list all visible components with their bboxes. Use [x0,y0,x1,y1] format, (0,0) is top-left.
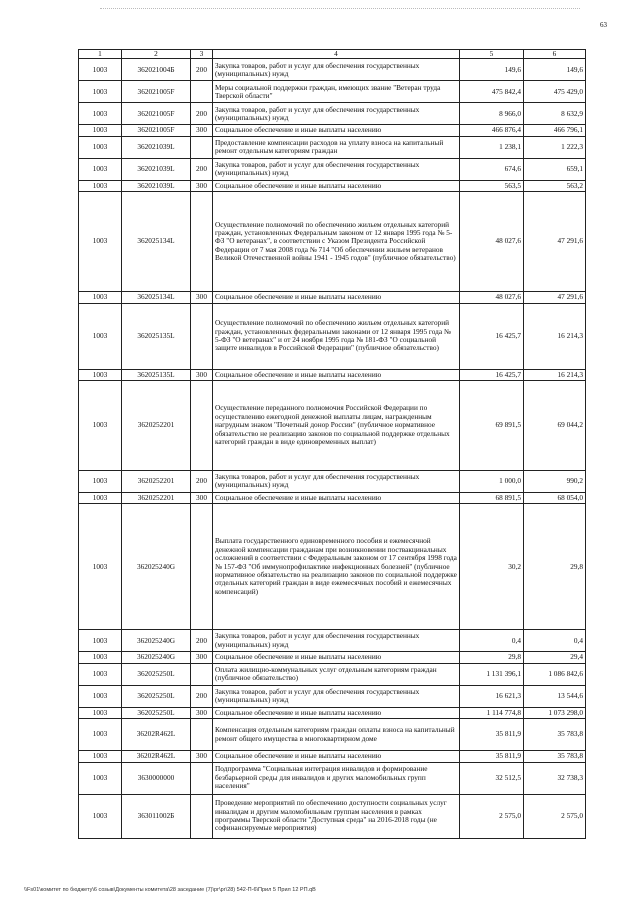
row-section-cell: 1003 [79,292,122,303]
row-type-cell: 300 [191,707,213,718]
row-description-cell: Оплата жилищно-коммунальных услуг отдельным категориям граждан (публичное обязательство) [213,663,460,685]
row-plan-value-cell: 1 114 774,8 [460,707,524,718]
row-code-cell: 362021039L [122,158,191,180]
row-section-cell: 1003 [79,81,122,103]
row-type-cell [191,136,213,158]
row-actual-value-cell: 16 214,3 [524,369,586,380]
row-plan-value-cell: 0,4 [460,630,524,652]
row-section-cell: 1003 [79,59,122,81]
row-section-cell: 1003 [79,504,122,630]
row-plan-value-cell: 48 027,6 [460,192,524,292]
table-row [79,794,586,838]
table-row [79,762,586,794]
row-plan-value-cell: 32 512,5 [460,762,524,794]
row-description-cell: Социальное обеспечение и иные выплаты населению [213,707,460,718]
row-actual-value-cell: 149,6 [524,59,586,81]
row-code-cell: 362025240G [122,630,191,652]
row-description-cell: Социальное обеспечение и иные выплаты населению [213,369,460,380]
top-dotted-line [100,8,580,9]
budget-table [78,49,586,839]
row-type-cell [191,719,213,751]
row-description-cell: Социальное обеспечение и иные выплаты населению [213,180,460,191]
row-description-cell: Осуществление полномочий по обеспечению жильем отдельных категорий граждан, установленных Федеральным законом от 12 января 1995 года № 5-ФЗ "О ветеранах", в соответствии с Указом Президента Российской Федерации от 7 мая 2008 года № 714 "Об обеспечении жильем ветеранов Великой Отечественной войны 1941 - 1945 годов" (публичное обязательство) [213,192,460,292]
row-plan-value-cell: 1 000,0 [460,470,524,492]
table-row [79,180,586,191]
row-actual-value-cell: 563,2 [524,180,586,191]
row-description-cell: Закупка товаров, работ и услуг для обеспечения государственных (муниципальных) нужд [213,59,460,81]
row-code-cell: 36202R462L [122,719,191,751]
row-code-cell: 362025134L [122,292,191,303]
row-plan-value-cell: 48 027,6 [460,292,524,303]
table-row [79,630,586,652]
row-section-cell: 1003 [79,707,122,718]
row-type-cell: 300 [191,652,213,663]
row-type-cell: 300 [191,751,213,762]
row-type-cell [191,380,213,470]
row-plan-value-cell: 674,6 [460,158,524,180]
row-section-cell: 1003 [79,652,122,663]
row-actual-value-cell: 35 783,8 [524,751,586,762]
row-section-cell: 1003 [79,303,122,369]
row-plan-value-cell: 16 425,7 [460,303,524,369]
row-section-cell: 1003 [79,103,122,125]
table-header-row [79,50,586,59]
row-plan-value-cell: 35 811,9 [460,751,524,762]
row-description-cell: Осуществление переданного полномочия Российской Федерации по осуществлению ежегодной денежной выплаты лицам, награжденным нагрудным знаком "Почетный донор России" (публичное нормативное обязательство не реализацию законов по социальной поддержке отдельных категорий граждан в виде единовременных выплат) [213,380,460,470]
table-row [79,751,586,762]
row-section-cell: 1003 [79,369,122,380]
row-section-cell: 1003 [79,470,122,492]
row-type-cell: 200 [191,158,213,180]
header-cell: 1 [79,50,122,59]
row-description-cell: Социальное обеспечение и иные выплаты населению [213,125,460,136]
row-actual-value-cell: 16 214,3 [524,303,586,369]
row-actual-value-cell: 68 054,0 [524,492,586,503]
table-row [79,719,586,751]
row-actual-value-cell: 1 222,3 [524,136,586,158]
row-description-cell: Закупка товаров, работ и услуг для обеспечения государственных (муниципальных) нужд [213,103,460,125]
row-plan-value-cell: 68 891,5 [460,492,524,503]
row-code-cell: 3630000000 [122,762,191,794]
row-section-cell: 1003 [79,492,122,503]
row-section-cell: 1003 [79,192,122,292]
row-code-cell: 362025250L [122,685,191,707]
file-path-footer: \\Fs01\комитет по бюджету\6 созыв\Документы комитета\28 заседание (7)\рг\рг\28) 542-П-6\Прил 5 Прил 12 РП.qB [24,887,316,893]
row-type-cell: 300 [191,369,213,380]
row-code-cell: 362021005F [122,103,191,125]
row-plan-value-cell: 69 891,5 [460,380,524,470]
row-plan-value-cell: 35 811,9 [460,719,524,751]
row-code-cell: 362021039L [122,136,191,158]
row-code-cell: 362025134L [122,192,191,292]
row-description-cell: Компенсация отдельным категориям граждан оплаты взноса на капитальный ремонт общего имущества в многоквартирном доме [213,719,460,751]
row-actual-value-cell: 1 086 842,6 [524,663,586,685]
row-code-cell: 362025250L [122,707,191,718]
row-code-cell: 3620252201 [122,470,191,492]
row-type-cell [191,303,213,369]
row-type-cell: 200 [191,59,213,81]
table-row [79,369,586,380]
row-description-cell: Подпрограмма "Социальная интеграция инвалидов и формирование безбарьерной среды для инвалидов и других маломобильных групп населения" [213,762,460,794]
row-code-cell: 362021039L [122,180,191,191]
row-type-cell [191,504,213,630]
row-code-cell: 3620252201 [122,380,191,470]
table-row [79,158,586,180]
row-code-cell: 362025135L [122,369,191,380]
row-description-cell: Социальное обеспечение и иные выплаты населению [213,751,460,762]
row-type-cell [191,81,213,103]
row-code-cell: 363011002Б [122,794,191,838]
row-code-cell: 362025240G [122,652,191,663]
row-actual-value-cell: 475 429,0 [524,81,586,103]
table-row [79,192,586,292]
table-row [79,59,586,81]
row-actual-value-cell: 1 073 298,0 [524,707,586,718]
row-type-cell: 200 [191,630,213,652]
row-section-cell: 1003 [79,685,122,707]
table-row [79,492,586,503]
row-section-cell: 1003 [79,125,122,136]
table-row [79,663,586,685]
row-description-cell: Меры социальной поддержки граждан, имеющих звание "Ветеран труда Тверской области" [213,81,460,103]
header-cell: 6 [524,50,586,59]
table-row [79,380,586,470]
row-type-cell [191,663,213,685]
row-plan-value-cell: 475 842,4 [460,81,524,103]
row-section-cell: 1003 [79,719,122,751]
table-row [79,136,586,158]
row-description-cell: Закупка товаров, работ и услуг для обеспечения государственных (муниципальных) нужд [213,630,460,652]
row-code-cell: 362025240G [122,504,191,630]
row-actual-value-cell: 13 544,6 [524,685,586,707]
table-row [79,685,586,707]
row-actual-value-cell: 8 632,9 [524,103,586,125]
row-plan-value-cell: 1 238,1 [460,136,524,158]
table-row [79,652,586,663]
row-description-cell: Закупка товаров, работ и услуг для обеспечения государственных (муниципальных) нужд [213,158,460,180]
table-row [79,504,586,630]
row-actual-value-cell: 47 291,6 [524,292,586,303]
row-type-cell: 300 [191,180,213,191]
header-cell: 4 [213,50,460,59]
row-plan-value-cell: 16 621,3 [460,685,524,707]
row-actual-value-cell: 47 291,6 [524,192,586,292]
table-row [79,303,586,369]
row-code-cell: 362021005F [122,125,191,136]
row-code-cell: 36202R462L [122,751,191,762]
row-actual-value-cell: 990,2 [524,470,586,492]
row-actual-value-cell: 659,1 [524,158,586,180]
row-plan-value-cell: 2 575,0 [460,794,524,838]
row-actual-value-cell: 29,4 [524,652,586,663]
row-description-cell: Социальное обеспечение и иные выплаты населению [213,652,460,663]
row-section-cell: 1003 [79,136,122,158]
row-section-cell: 1003 [79,180,122,191]
row-plan-value-cell: 563,5 [460,180,524,191]
row-actual-value-cell: 35 783,8 [524,719,586,751]
row-type-cell: 200 [191,470,213,492]
header-cell: 3 [191,50,213,59]
row-description-cell: Социальное обеспечение и иные выплаты населению [213,292,460,303]
row-code-cell: 3620252201 [122,492,191,503]
table-row [79,103,586,125]
row-type-cell [191,794,213,838]
row-code-cell: 362021005F [122,81,191,103]
row-section-cell: 1003 [79,794,122,838]
page-number: 63 [600,21,607,29]
header-cell: 2 [122,50,191,59]
header-cell: 5 [460,50,524,59]
table-row [79,292,586,303]
row-type-cell [191,762,213,794]
row-section-cell: 1003 [79,762,122,794]
row-description-cell: Осуществление полномочий по обеспечению жильем отдельных категорий граждан, установленных федеральными законами от 12 января 1995 года № 5-ФЗ "О ветеранах" и от 24 ноября 1995 года № 181-ФЗ "О социальной защите инвалидов в Российской Федерации" (публичное обязательство) [213,303,460,369]
row-type-cell: 200 [191,685,213,707]
row-description-cell: Предоставление компенсации расходов на уплату взноса на капитальный ремонт отдельным категориям граждан [213,136,460,158]
table-row [79,125,586,136]
row-code-cell: 362021004Б [122,59,191,81]
row-plan-value-cell: 466 876,4 [460,125,524,136]
row-plan-value-cell: 1 131 396,1 [460,663,524,685]
table-row [79,707,586,718]
row-section-cell: 1003 [79,751,122,762]
row-section-cell: 1003 [79,158,122,180]
row-section-cell: 1003 [79,663,122,685]
row-plan-value-cell: 149,6 [460,59,524,81]
row-section-cell: 1003 [79,630,122,652]
row-description-cell: Социальное обеспечение и иные выплаты населению [213,492,460,503]
row-description-cell: Закупка товаров, работ и услуг для обеспечения государственных (муниципальных) нужд [213,470,460,492]
row-section-cell: 1003 [79,380,122,470]
row-description-cell: Закупка товаров, работ и услуг для обеспечения государственных (муниципальных) нужд [213,685,460,707]
row-plan-value-cell: 30,2 [460,504,524,630]
row-actual-value-cell: 0,4 [524,630,586,652]
row-type-cell: 300 [191,292,213,303]
table-row [79,81,586,103]
table-row [79,470,586,492]
row-plan-value-cell: 8 966,0 [460,103,524,125]
row-description-cell: Выплата государственного единовременного пособия и ежемесячной денежной компенсации гражданам при возникновении поствакцинальных осложнений в соответствии с Федеральным законом от 17 сентября 1998 года № 157-ФЗ "Об иммунопрофилактике инфекционных болезней" (публичное нормативное обязательство на реализацию законов по социальной поддержке отдельных категорий граждан в виде ежемесячных пособий и ежемесячных компенсаций) [213,504,460,630]
row-type-cell: 200 [191,103,213,125]
row-actual-value-cell: 466 796,1 [524,125,586,136]
row-actual-value-cell: 69 044,2 [524,380,586,470]
row-code-cell: 362025135L [122,303,191,369]
row-type-cell [191,192,213,292]
row-actual-value-cell: 32 738,3 [524,762,586,794]
row-type-cell: 300 [191,125,213,136]
row-type-cell: 300 [191,492,213,503]
row-plan-value-cell: 16 425,7 [460,369,524,380]
row-actual-value-cell: 29,8 [524,504,586,630]
row-code-cell: 362025250L [122,663,191,685]
row-actual-value-cell: 2 575,0 [524,794,586,838]
row-description-cell: Проведение мероприятий по обеспечению доступности социальных услуг инвалидам и другим маломобильным группам населения в рамках программы Тверской области "Доступная среда" на 2016-2018 годы (не софинансируемые мероприятия) [213,794,460,838]
row-plan-value-cell: 29,8 [460,652,524,663]
